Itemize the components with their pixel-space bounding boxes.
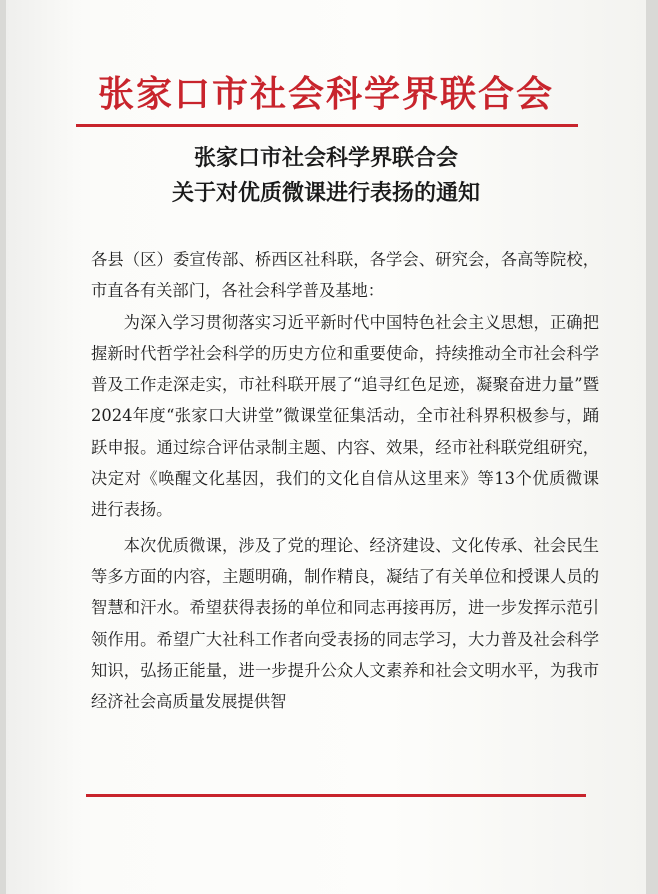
document-page: [6, 0, 646, 894]
document-title-line-1: 张家口市社会科学界联合会: [193, 145, 458, 171]
document-body: [91, 244, 599, 717]
letterhead-divider: [76, 124, 578, 127]
letterhead-title: 张家口市社会科学界联合会: [97, 73, 554, 115]
addressee: 各县（区）委宣传部、桥西区社科联，各学会、研究会，各高等院校，市直各有关部门，各社会科学普及基地：: [91, 250, 599, 301]
bottom-divider: [86, 794, 586, 797]
document-title-line-2: 关于对优质微课进行表扬的通知: [171, 180, 480, 206]
body-paragraph-1: 为深入学习贯彻落实习近平新时代中国特色社会主义思想，正确把握新时代哲学社会科学的历史方位和重要使命，持续推动全市社会科学普及工作走深走实，市社科联开展了“追寻红色足迹，凝聚奋进力量”暨2024年度“张家口大讲堂”微课堂征集活动，全市社科界积极参与，踊跃申报。通过综合评估录制主题、内容、效果，经市社科联党组研究，决定对《唤醒文化基因，我们的文化自信从这里来》等13个优质微课进行表扬。: [91, 312, 599, 520]
body-paragraph-2: 本次优质微课，涉及了党的理论、经济建设、文化传承、社会民生等多方面的内容，主题明确，制作精良，凝结了有关单位和授课人员的智慧和汗水。希望获得表扬的单位和同志再接再厉，进一步发挥示范引领作用。希望广大社科工作者向受表扬的同志学习，大力普及社会科学知识，弘扬正能量，进一步提升公众人文素养和社会文明水平，为我市经济社会高质量发展提供智: [91, 535, 599, 712]
